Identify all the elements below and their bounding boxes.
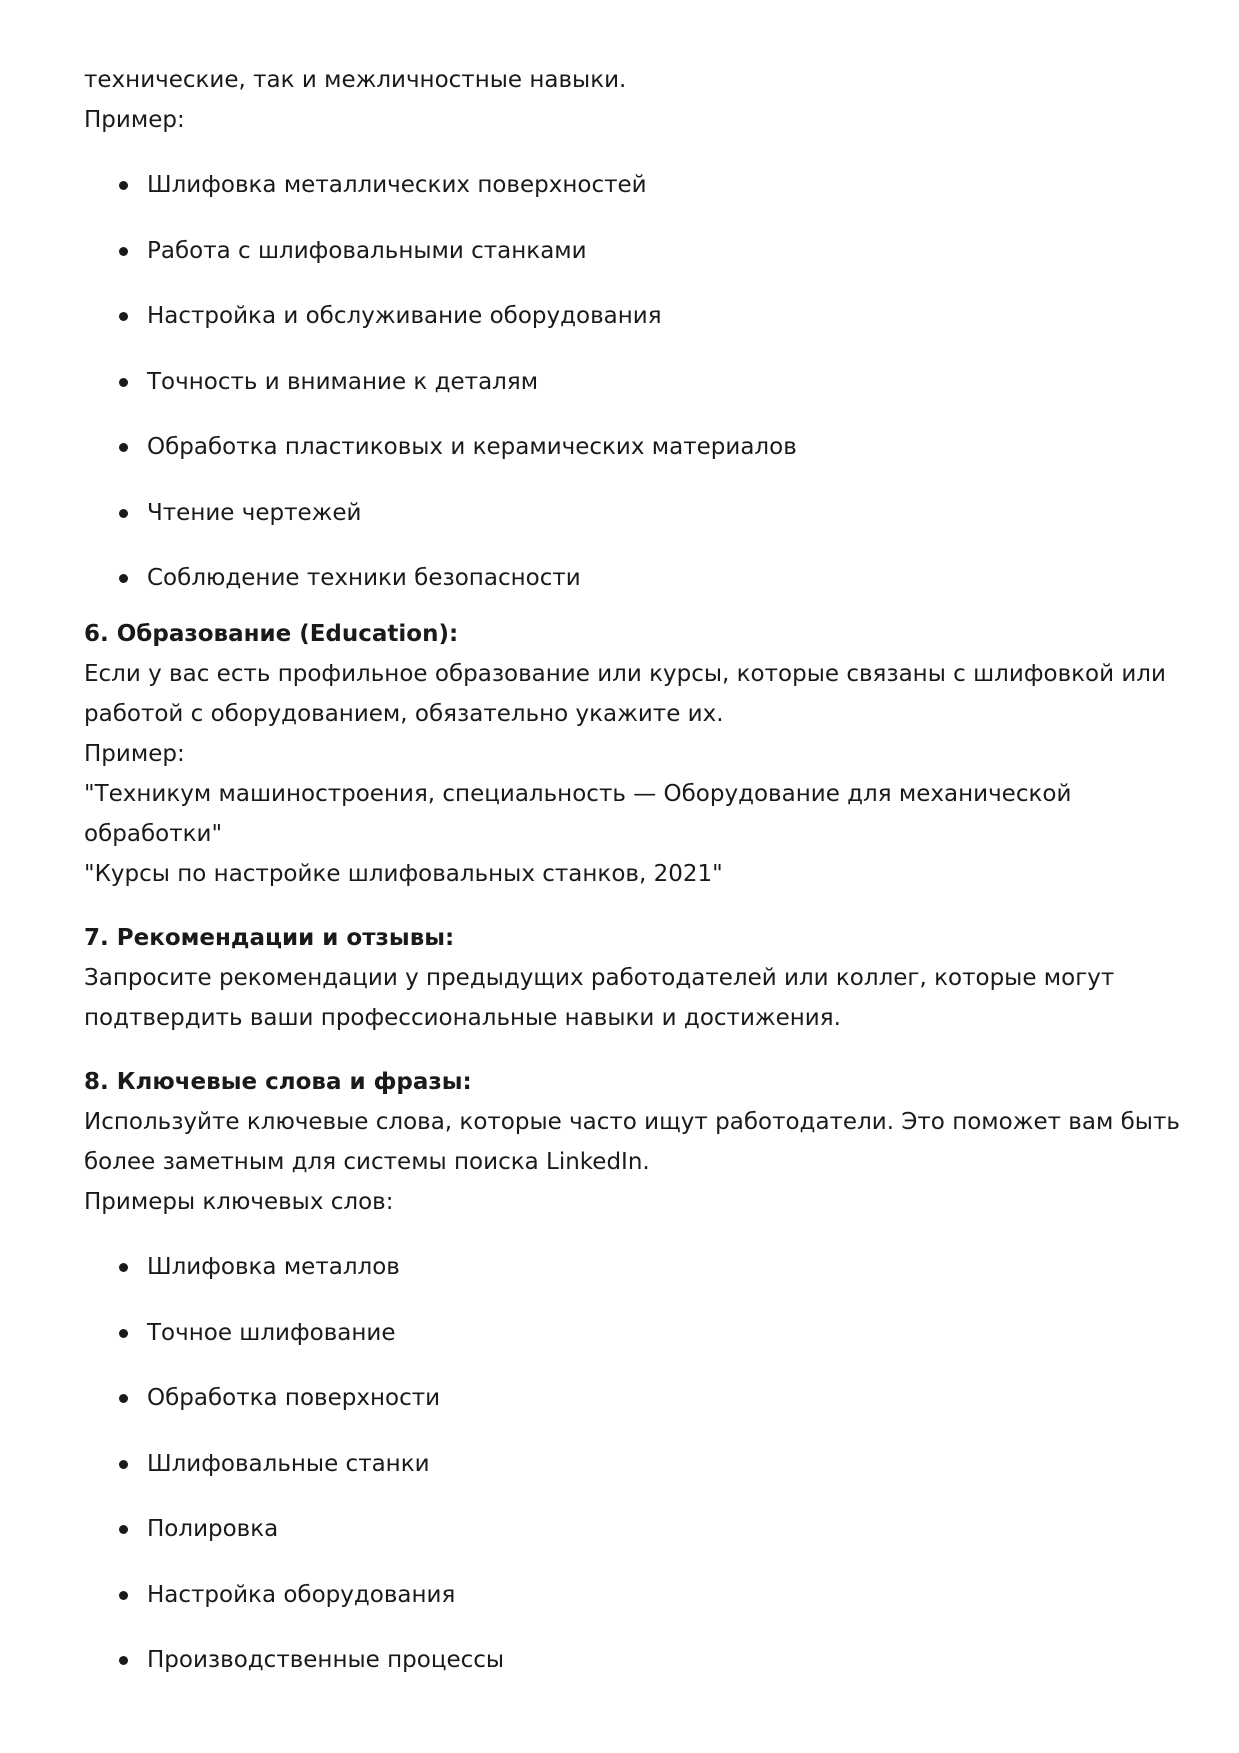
list-item: Шлифовка металлов [84, 1247, 1164, 1313]
keywords-list [84, 1247, 1164, 1706]
bullet-icon [119, 1591, 128, 1600]
bullet-icon [119, 312, 128, 321]
bullet-icon [119, 1656, 128, 1665]
bullet-icon [119, 1460, 128, 1469]
list-item: Соблюдение техники безопасности [84, 558, 1164, 614]
keywords-heading: 8. Ключевые слова и фразы: [84, 1069, 472, 1095]
intro-example-label: Пример: [84, 107, 185, 133]
list-item: Обработка поверхности [84, 1378, 1164, 1444]
bullet-icon [119, 1263, 128, 1272]
keywords-text-line: Используйте ключевые слова, которые часто ищут работодатели. Это поможет вам быть [84, 1109, 1180, 1135]
bullet-icon [119, 378, 128, 387]
list-item: Производственные процессы [84, 1640, 1164, 1706]
list-item: Точность и внимание к деталям [84, 362, 1164, 428]
education-text-line: Если у вас есть профильное образование или курсы, которые связаны с шлифовкой или [84, 661, 1166, 687]
education-section [84, 614, 1164, 894]
list-item: Шлифовальные станки [84, 1444, 1164, 1510]
list-item: Точное шлифование [84, 1313, 1164, 1379]
keywords-section [84, 1062, 1180, 1706]
recommendations-text-line: Запросите рекомендации у предыдущих работодателей или коллег, которые могут [84, 965, 1115, 991]
recommendations-section [84, 918, 1164, 1038]
list-item: Шлифовка металлических поверхностей [84, 165, 1164, 231]
list-item: Работа с шлифовальными станками [84, 231, 1164, 297]
bullet-icon [119, 1525, 128, 1534]
bullet-icon [119, 1394, 128, 1403]
list-item: Настройка и обслуживание оборудования [84, 296, 1164, 362]
list-item: Обработка пластиковых и керамических материалов [84, 427, 1164, 493]
recommendations-heading: 7. Рекомендации и отзывы: [84, 925, 455, 951]
bullet-icon [119, 574, 128, 583]
intro-text: технические, так и межличностные навыки. [84, 67, 627, 93]
education-example: обработки" [84, 821, 223, 847]
education-example: "Техникум машиностроения, специальность — Оборудование для механической [84, 781, 1072, 807]
keywords-text-line: более заметным для системы поиска LinkedIn. [84, 1149, 650, 1175]
bullet-icon [119, 1329, 128, 1338]
bullet-icon [119, 509, 128, 518]
bullet-icon [119, 443, 128, 452]
document-page [84, 60, 1180, 1706]
education-text-line: работой с оборудованием, обязательно укажите их. [84, 701, 724, 727]
keywords-examples-label: Примеры ключевых слов: [84, 1189, 394, 1215]
list-item: Чтение чертежей [84, 493, 1164, 559]
bullet-icon [119, 181, 128, 190]
education-example-label: Пример: [84, 741, 185, 767]
skills-list [84, 165, 1164, 614]
list-item: Полировка [84, 1509, 1164, 1575]
list-item: Настройка оборудования [84, 1575, 1164, 1641]
education-heading: 6. Образование (Education): [84, 621, 459, 647]
recommendations-text-line: подтвердить ваши профессиональные навыки и достижения. [84, 1005, 841, 1031]
bullet-icon [119, 247, 128, 256]
education-example: "Курсы по настройке шлифовальных станков, 2021" [84, 861, 723, 887]
